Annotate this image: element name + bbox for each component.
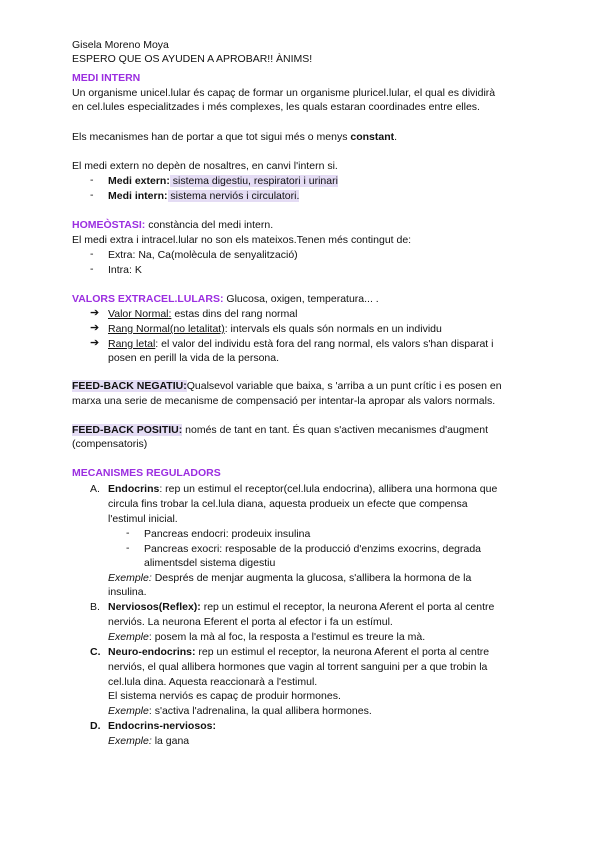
valors-line: VALORS EXTRACEL.LULARS: Glucosa, oxigen, temperatura... . xyxy=(72,293,379,305)
bullet-dash: - xyxy=(90,174,94,186)
bullet-dash: - xyxy=(126,527,130,539)
feedback-positiu-line2: (compensatoris) xyxy=(72,438,148,450)
endocrins-nerviosos-label: Endocrins-nerviosos: xyxy=(108,720,216,732)
nerviosos-line2: nerviós. La neurona Eferent el porta al efector i fa un estímul. xyxy=(108,616,393,628)
endocrins-line3: l'estimul inicial. xyxy=(108,513,178,525)
homeostasi-line: HOMEÒSTASI: constància del medi intern. xyxy=(72,219,274,231)
endocrins-nerviosos-exemple: Exemple: la gana xyxy=(108,735,190,747)
nerviosos-exemple: Exemple: posem la mà al foc, la resposta a l'estimul es treure la mà. xyxy=(108,631,426,643)
bullet-dash: - xyxy=(90,248,94,260)
bullet-dash: - xyxy=(90,189,94,201)
rang-normal-item: Rang Normal(no letalitat): intervals els quals són normals en un individu xyxy=(108,323,442,335)
list-letter-c: C. xyxy=(90,646,101,658)
nerviosos-line1: Nerviosos(Reflex): rep un estimul el receptor, la neurona Aferent el porta al centre xyxy=(108,601,495,613)
bullet-medi-intern: Medi intern: sistema nerviós i circulatori. xyxy=(108,190,300,202)
rang-letal-item-line2: posen en perill la vida de la persona. xyxy=(108,352,280,364)
arrow-icon: ➔ xyxy=(90,337,100,349)
list-letter-a: A. xyxy=(90,483,100,495)
author-name: Gisela Moreno Moya xyxy=(72,39,169,51)
rang-letal-item: Rang letal: el valor del individu està fora del rang normal, els valors s'han disparat i xyxy=(108,338,494,350)
neuro-endocrins-line3: cel.lula dina. Aquesta reaccionarà a l'estimul. xyxy=(108,676,318,688)
endocrins-line2: circula fins trobar la cel.lula diana, aquesta produeix un efecte que compensa xyxy=(108,498,468,510)
medi-intern-p3: El medi extern no depèn de nosaltres, en canvi l'intern si. xyxy=(72,160,338,172)
medi-intern-p1-line2: en cel.lules especialitzades i més complexes, les quals estaran coordinades entre elles. xyxy=(72,101,480,113)
pancreas-endocri: Pancreas endocri: prodeuix insulina xyxy=(144,528,311,540)
neuro-endocrins-line1: Neuro-endocrins: rep un estimul el receptor, la neurona Aferent el porta al centre xyxy=(108,646,490,658)
endocrins-exemple-line1: Exemple: Després de menjar augmenta la glucosa, s'allibera la hormona de la xyxy=(108,572,472,584)
neuro-endocrins-line4: El sistema nerviós es capaç de produir hormones. xyxy=(108,690,341,702)
highlight-extern: sistema digestiu, respiratori i urinari xyxy=(169,175,338,187)
constant-word: constant xyxy=(350,131,395,143)
bullet-intra: Intra: K xyxy=(108,264,142,276)
list-letter-b: B. xyxy=(90,601,100,613)
medi-intern-p2: Els mecanismes han de portar a que tot sigui més o menys constant. xyxy=(72,131,398,143)
feedback-negatiu-line1: FEED-BACK NEGATIU:Qualsevol variable que baixa, s 'arriba a un punt crític i es posen en xyxy=(72,380,502,392)
heading-feedback-negatiu: FEED-BACK NEGATIU: xyxy=(72,380,187,392)
homeostasi-line2: El medi extra i intracel.lular no son els mateixos.Tenen més contingut de: xyxy=(72,234,412,246)
valor-normal-item: Valor Normal: estas dins del rang normal xyxy=(108,308,298,320)
bullet-dash: - xyxy=(126,542,130,554)
heading-valors: VALORS EXTRACEL.LULARS: xyxy=(72,293,224,305)
pancreas-exocri-line2: alimentsdel sistema digestiu xyxy=(144,557,276,569)
arrow-icon: ➔ xyxy=(90,307,100,319)
medi-intern-p1-line1: Un organisme unicel.lular és capaç de formar un organisme pluricel.lular, el qual es dividirà xyxy=(72,87,496,99)
endocrins-exemple-line2: insulina. xyxy=(108,586,147,598)
highlight-intern: sistema nerviós i circulatori. xyxy=(167,190,300,202)
heading-mecanismes: MECANISMES REGULADORS xyxy=(72,467,221,479)
heading-medi-intern: MEDI INTERN xyxy=(72,72,141,84)
neuro-endocrins-line2: nerviós, el qual allibera hormones que vagin al torrent sanguini per a que trobin la xyxy=(108,661,488,673)
bullet-medi-extern: Medi extern: sistema digestiu, respiratori i urinari xyxy=(108,175,338,187)
bullet-extra: Extra: Na, Ca(molècula de senyalització) xyxy=(108,249,298,261)
neuro-endocrins-exemple: Exemple: s'activa l'adrenalina, la qual allibera hormones. xyxy=(108,705,372,717)
bullet-dash: - xyxy=(90,263,94,275)
pancreas-exocri-line1: Pancreas exocri: resposable de la producció d'enzims exocrins, degrada xyxy=(144,543,482,555)
feedback-positiu-line1: FEED-BACK POSITIU: només de tant en tant. És quan s'activen mecanismes d'augment xyxy=(72,424,489,436)
feedback-negatiu-line2: marxa una serie de mecanisme de compensació per intentar-la apropar als valors normals. xyxy=(72,395,496,407)
motto-line: ESPERO QUE OS AYUDEN A APROBAR!! ÀNIMS! xyxy=(72,53,313,65)
arrow-icon: ➔ xyxy=(90,322,100,334)
endocrins-line1: Endocrins: rep un estimul el receptor(cel.lula endocrina), allibera una hormona que xyxy=(108,483,498,495)
list-letter-d: D. xyxy=(90,720,101,732)
heading-homeostasi: HOMEÒSTASI: xyxy=(72,219,146,231)
heading-feedback-positiu: FEED-BACK POSITIU: xyxy=(72,424,183,436)
